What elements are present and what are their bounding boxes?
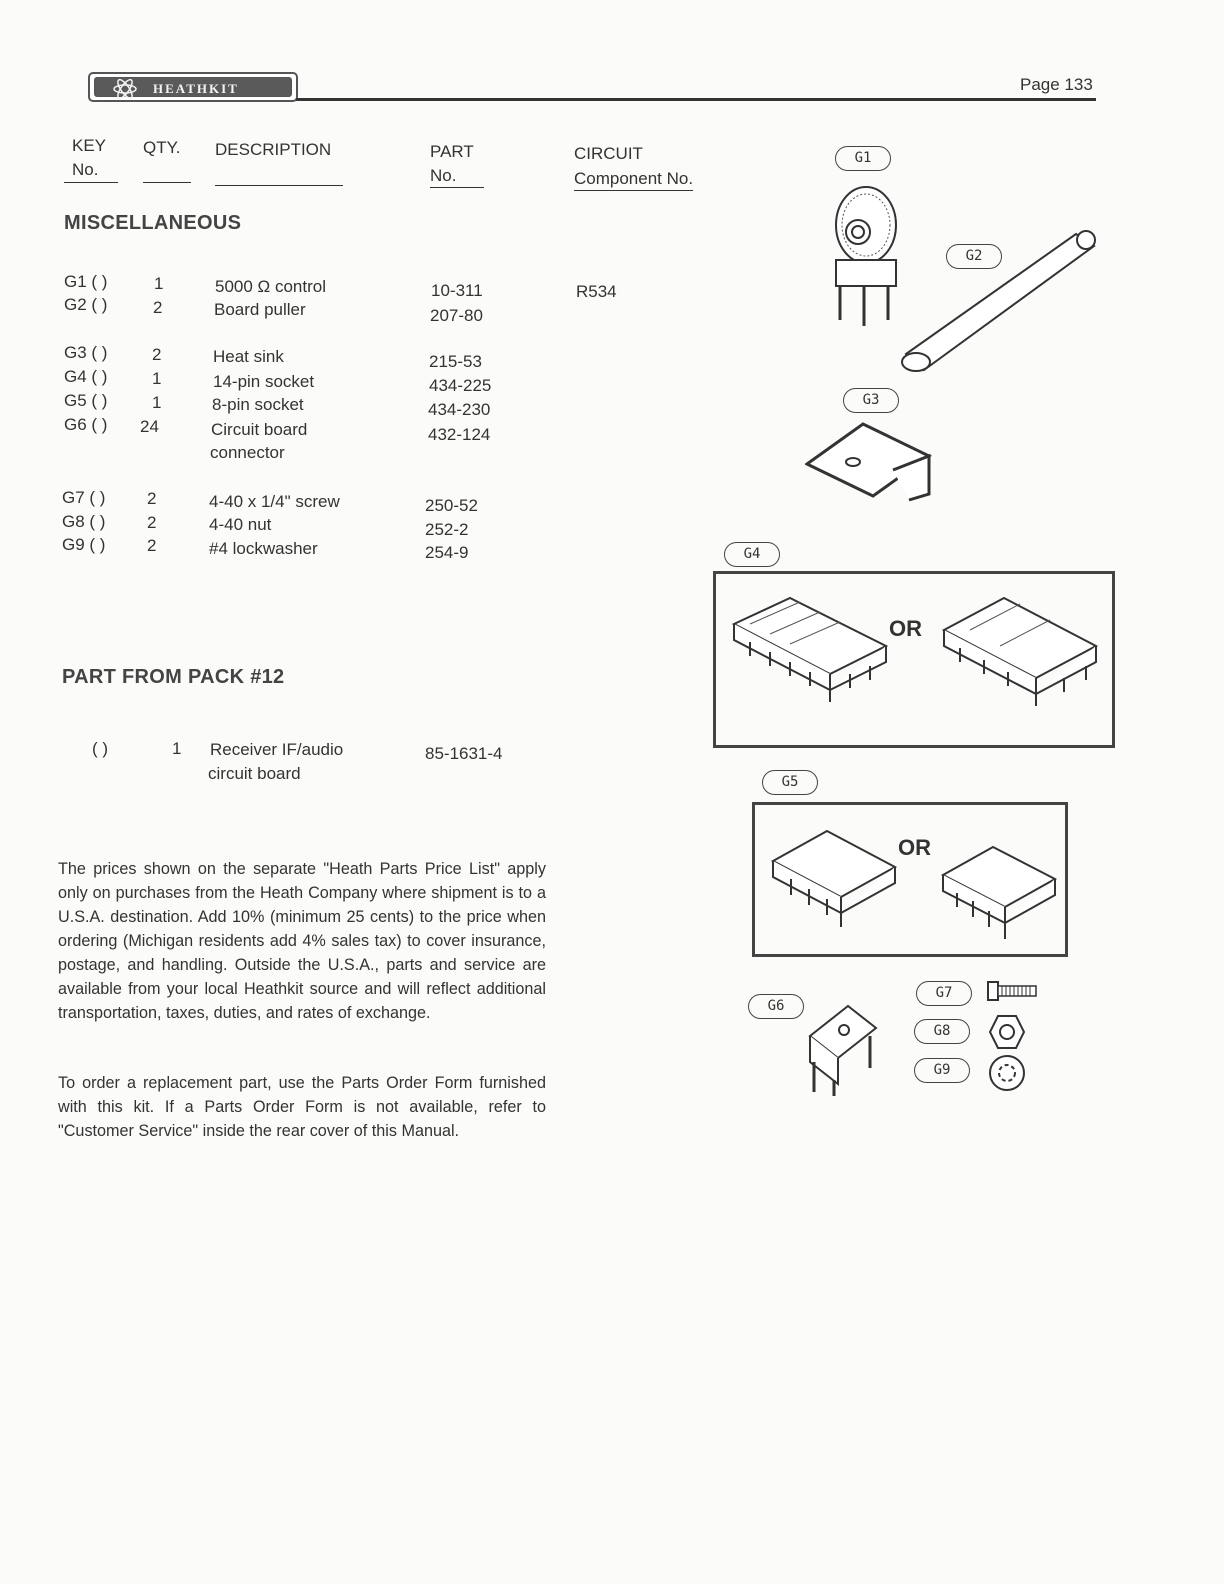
figure-label-g2: G2 xyxy=(946,244,1002,269)
atom-logo-icon xyxy=(112,78,138,100)
item-part: 254-9 xyxy=(425,543,469,562)
item-circuit: R534 xyxy=(576,282,617,301)
figure-label-g8: G8 xyxy=(914,1019,970,1044)
item-qty: 2 xyxy=(147,513,157,532)
nut-g8-icon xyxy=(988,1014,1026,1050)
order-note: To order a replacement part, use the Parts Order Form furnished with this kit. If a Parts Order Form is not available, refer to "Customer Service" inside the rear cover of this Manual. xyxy=(58,1074,546,1140)
figure-label-g3: G3 xyxy=(843,388,899,413)
socket-8pin-icon xyxy=(769,823,899,933)
price-note: The prices shown on the separate "Heath Parts Price List" apply only on purchases from the Heath Company where shipment is to a U.S.A. destination. Add 10% (minimum 25 cents) to the price when ordering (Michigan residents add 4% sales tax) to cover insurance, postage, and handling. Outside the U.S.A., parts and service are available from your local Heathkit source and will reflect additional transportation, taxes, duties, and rates of exchange. xyxy=(58,860,546,1022)
item-qty: 2 xyxy=(153,298,163,317)
socket-14pin-alt-icon xyxy=(940,590,1100,710)
item-qty: 24 xyxy=(140,417,159,436)
item-qty: 2 xyxy=(147,536,157,555)
item-qty: 1 xyxy=(152,369,162,388)
col-part: PART xyxy=(430,142,474,161)
pack-item-desc: Receiver IF/audio xyxy=(210,740,344,759)
heat-sink-g3-icon xyxy=(805,420,935,505)
figure-label-g4: G4 xyxy=(724,542,780,567)
item-qty: 1 xyxy=(154,274,164,293)
col-qty-underline xyxy=(143,182,191,183)
figure-box-g4 xyxy=(713,571,1115,748)
header-rule xyxy=(296,98,1096,101)
or-text-g4: OR xyxy=(889,616,922,641)
socket-8pin-alt-icon xyxy=(939,829,1059,949)
figure-label-g7: G7 xyxy=(916,981,972,1006)
screw-g7-icon xyxy=(986,980,1038,1002)
figure-label-g1: G1 xyxy=(835,146,891,171)
section-pack: PART FROM PACK #12 xyxy=(62,666,285,688)
logo-wordmark: HEATHKIT xyxy=(94,77,292,97)
col-circuit-component: Component No. xyxy=(574,169,693,191)
pack-item-part: 85-1631-4 xyxy=(425,744,503,763)
item-qty: 1 xyxy=(152,393,162,412)
item-key: G6 ( ) xyxy=(64,415,108,434)
figure-label-g5: G5 xyxy=(762,770,818,795)
col-part-no: No. xyxy=(430,166,484,188)
col-description-underline xyxy=(215,185,343,186)
figure-label-g9: G9 xyxy=(914,1058,970,1083)
page-number: Page 133 xyxy=(1020,75,1093,94)
item-desc: #4 lockwasher xyxy=(209,539,318,558)
item-key: G7 ( ) xyxy=(62,488,106,507)
section-miscellaneous: MISCELLANEOUS xyxy=(64,212,242,234)
col-description: DESCRIPTION xyxy=(215,140,332,159)
heathkit-logo xyxy=(88,72,298,102)
item-desc: Circuit board xyxy=(211,420,308,439)
col-circuit: CIRCUIT xyxy=(574,144,643,163)
item-desc: Board puller xyxy=(214,300,306,319)
col-key: KEY xyxy=(72,136,107,155)
pack-item-desc-cont: circuit board xyxy=(208,764,301,783)
item-part: 434-225 xyxy=(429,376,492,395)
item-key: G1 ( ) xyxy=(64,272,108,291)
col-key-no: No. xyxy=(72,160,99,179)
item-key: G2 ( ) xyxy=(64,295,108,314)
item-key: G4 ( ) xyxy=(64,367,108,386)
item-part: 250-52 xyxy=(425,496,478,515)
item-desc: 14-pin socket xyxy=(213,372,315,391)
item-key: G5 ( ) xyxy=(64,391,108,410)
item-desc: 4-40 nut xyxy=(209,515,272,534)
item-key: G9 ( ) xyxy=(62,535,106,554)
socket-14pin-icon xyxy=(730,594,890,704)
item-part: 215-53 xyxy=(429,352,482,371)
col-qty: QTY. xyxy=(143,138,181,157)
item-part: 432-124 xyxy=(428,425,491,444)
pack-item-key: ( ) xyxy=(92,739,109,758)
figure-label-g6: G6 xyxy=(748,994,804,1019)
item-desc: Heat sink xyxy=(213,347,284,366)
item-desc: 8-pin socket xyxy=(212,395,304,414)
item-part: 434-230 xyxy=(428,400,491,419)
item-qty: 2 xyxy=(147,489,157,508)
item-key: G3 ( ) xyxy=(64,343,108,362)
figure-box-g5 xyxy=(752,802,1068,957)
item-desc-cont: connector xyxy=(210,443,285,462)
item-part: 252-2 xyxy=(425,520,469,539)
item-qty: 2 xyxy=(152,345,162,364)
board-puller-g2-icon xyxy=(898,222,1118,382)
item-part: 207-80 xyxy=(430,306,483,325)
connector-g6-icon xyxy=(800,1000,886,1098)
item-desc: 5000 Ω control xyxy=(215,277,326,296)
item-key: G8 ( ) xyxy=(62,512,106,531)
item-part: 10-311 xyxy=(431,281,483,300)
lockwasher-g9-icon xyxy=(987,1053,1027,1093)
col-key-underline xyxy=(64,182,118,183)
pack-item-qty: 1 xyxy=(172,739,182,758)
or-text-g5: OR xyxy=(898,835,931,860)
item-desc: 4-40 x 1/4" screw xyxy=(209,492,340,511)
